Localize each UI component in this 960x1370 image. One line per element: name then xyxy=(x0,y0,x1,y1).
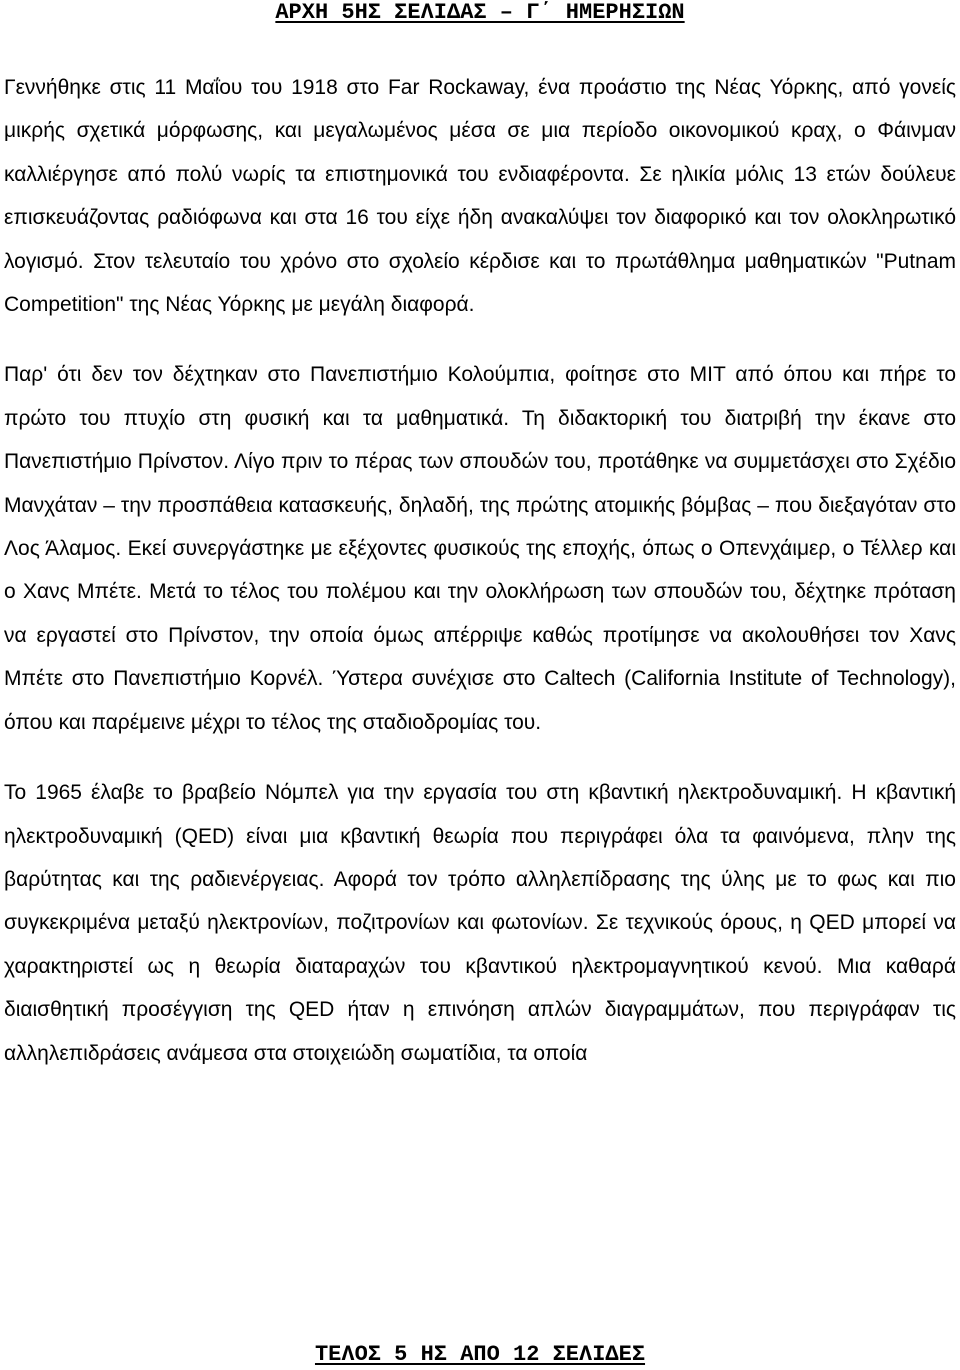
paragraph-education-career: Παρ' ότι δεν τον δέχτηκαν στο Πανεπιστήμιο Κολούμπια, φοίτησε στο ΜΙΤ από όπου και πήρε το πρώτο του πτυχίο στη φυσική και τα μαθηματικά. Τη διδακτορική του διατριβή την έκανε στο Πανεπιστήμιο Πρίνστον. Λίγο πριν το πέρας των σπουδών του, προτάθηκε να συμμετάσχει στο Σχέδιο Μανχάταν – την προσπάθεια κατασκευής, δηλαδή, της πρώτης ατομικής βόμβας – που διεξαγόταν στο Λος Άλαμος. Εκεί συνεργάστηκε με εξέχοντες φυσικούς της εποχής, όπως ο Οπενχάιμερ, ο Τέλλερ και ο Χανς Μπέτε. Μετά το τέλος του πολέμου και την ολοκλήρωση των σπουδών του, δέχτηκε πρόταση να εργαστεί στο Πρίνστον, την οποία όμως απέρριψε καθώς προτίμησε να ακολουθήσει τον Χανς Μπέτε στο Πανεπιστήμιο Κορνέλ. Ύστερα συνέχισε στο Caltech (California Institute of Technology), όπου και παρέμεινε μέχρι το τέλος της σταδιοδρομίας του. xyxy=(4,363,956,734)
page-header: ΑΡΧΗ 5ΗΣ ΣΕΛΙΔΑΣ – Γ΄ ΗΜΕΡΗΣΙΩΝ xyxy=(275,0,685,25)
paragraph-nobel-qed: Το 1965 έλαβε το βραβείο Νόμπελ για την εργασία του στη κβαντική ηλεκτροδυναμική. Η κβαντική ηλεκτροδυναμική (QED) είναι μια κβαντική θεωρία που περιγράφει όλα τα φαινόμενα, πλην της βαρύτητας και της ραδιενέργειας. Αφορά τον τρόπο αλληλεπίδρασης της ύλης με το φως και πιο συγκεκριμένα μεταξύ ηλεκτρονίων, ποζιτρονίων και φωτονίων. Σε τεχνικούς όρους, η QED μπορεί να χαρακτηριστεί ως η θεωρία διαταραχών του κβαντικού ηλεκτρομαγνητικού κενού. Μια καθαρά διαισθητική προσέγγιση της QED ήταν η επινόηση απλών διαγραμμάτων, που περιγράφαν τις αλληλεπιδράσεις ανάμεσα στα στοιχειώδη σωματίδια, τα οποία xyxy=(4,781,956,1065)
paragraph-early-life: Γεννήθηκε στις 11 Μαΐου του 1918 στο Far Rockaway, ένα προάστιο της Νέας Υόρκης, από γονείς μικρής σχετικά μόρφωσης, και μεγαλωμένος μέσα σε μια περίοδο οικονομικού κραχ, ο Φάινμαν καλλιέργησε από πολύ νωρίς τα επιστημονικά του ενδιαφέροντα. Σε ηλικία μόλις 13 ετών δούλευε επισκευάζοντας ραδιόφωνα και στα 16 του είχε ήδη ανακαλύψει τον διαφορικό και τον ολοκληρωτικό λογισμό. Στον τελευταίο του χρόνο στο σχολείο κέρδισε και το πρωτάθλημα μαθηματικών "Putnam Competition" της Νέας Υόρκης με μεγάλη διαφορά. xyxy=(4,76,956,317)
page-footer: ΤΕΛΟΣ 5 ΗΣ ΑΠΟ 12 ΣΕΛΙΔΕΣ xyxy=(314,1342,646,1367)
document-body xyxy=(4,66,956,1102)
